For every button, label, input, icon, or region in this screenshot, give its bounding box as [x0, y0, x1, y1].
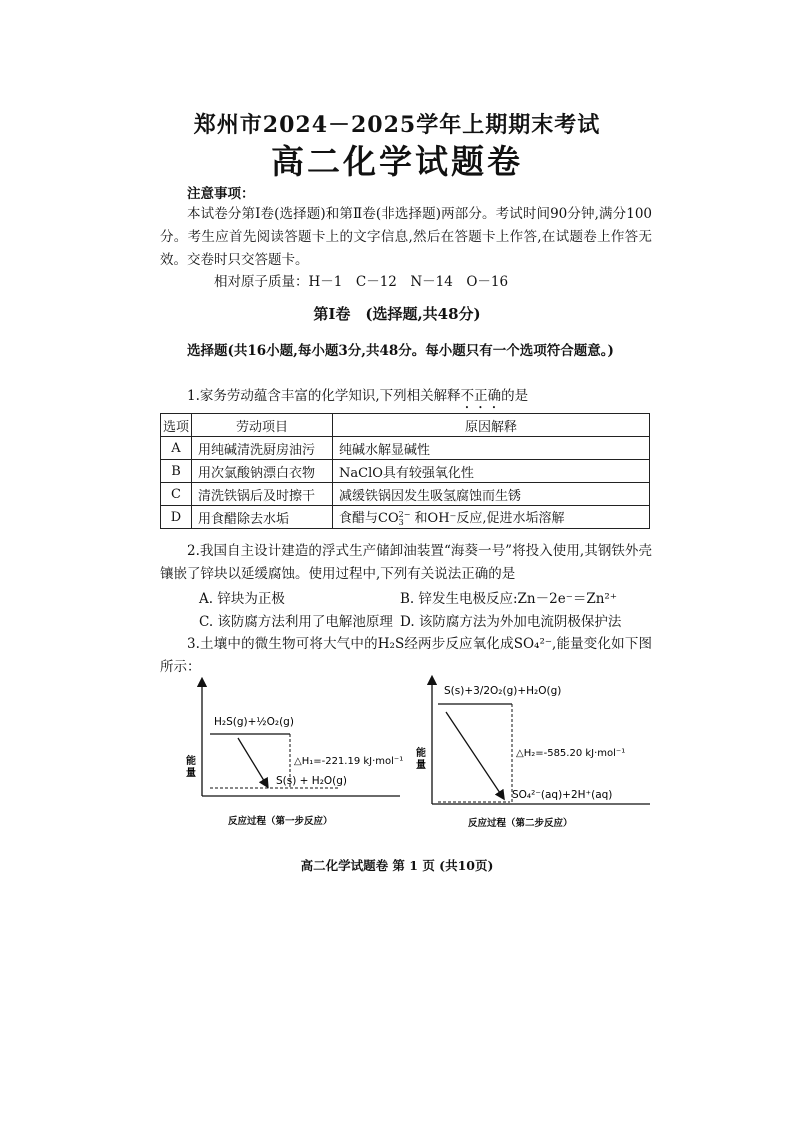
table-header-cell: 选项 — [161, 414, 192, 437]
notice-body: 本试卷分第Ⅰ卷(选择题)和第Ⅱ卷(非选择题)两部分。考试时间90分钟,满分100分。考生应首先阅读答题卡上的文字信息,然后在答题卡上作答,在试题卷上作答无效。交卷时只交答题卡。 — [160, 206, 652, 268]
carbonate-index — [399, 511, 411, 527]
carbonate-subscript: 3 — [398, 518, 404, 527]
table-row — [161, 506, 650, 529]
question-1-stem — [160, 385, 652, 412]
q1-stem-after: 的是 — [501, 388, 529, 404]
x-axis-label: 反应过程（第二步反应） — [468, 818, 573, 829]
table-header-row — [161, 414, 650, 437]
y-axis-label-char: 量 — [416, 760, 426, 771]
q2-option-a: A. 锌块为正极 — [199, 591, 285, 607]
table-cell-task: 用次氯酸钠漂白衣物 — [192, 460, 333, 483]
table-cell-reason: NaClO具有较强氧化性 — [333, 460, 650, 483]
q1-stem-before: 1.家务劳动蕴含丰富的化学知识,下列相关解释 — [187, 388, 461, 404]
question-3-stem: 3.土壤中的微生物可将大气中的H₂S经两步反应氧化成SO₄²⁻,能量变化如下图所示： — [160, 636, 652, 675]
reaction-arrow — [238, 738, 266, 784]
table-cell-task: 清洗铁锅后及时擦干 — [192, 483, 333, 506]
x-axis-label: 反应过程（第一步反应） — [228, 816, 333, 827]
section-instructions: 选择题(共16小题,每小题3分,共48分。每小题只有一个选项符合题意。) — [187, 343, 614, 359]
product-label: SO₄²⁻(aq)+2H⁺(aq) — [512, 789, 613, 801]
delta-h-label: △H₁=-221.19 kJ·mol⁻¹ — [294, 756, 404, 767]
reactant-label: H₂S(g)+½O₂(g) — [214, 716, 294, 728]
table-cell-option: B — [161, 460, 192, 483]
table-cell-reason: 减缓铁锅因发生吸氢腐蚀而生锈 — [333, 483, 650, 506]
reactant-label: S(s)+3/2O₂(g)+H₂O(g) — [444, 685, 562, 697]
q2-option-d: D. 该防腐方法为外加电流阴极保护法 — [400, 614, 622, 630]
atomic-masses: 相对原子质量：H－1 C－12 N－14 O－16 — [214, 274, 509, 290]
y-axis-label — [416, 746, 429, 771]
y-axis-label — [186, 754, 199, 779]
question-1-table — [160, 413, 650, 529]
y-axis-label-char: 能 — [186, 756, 196, 767]
table-cell-task: 用纯碱清洗厨房油污 — [192, 437, 333, 460]
exam-title: 郑州市2024－2025学年上期期末考试 — [193, 112, 601, 138]
section-title: 第Ⅰ卷 (选择题,共48分) — [313, 305, 481, 323]
table-cell-option: C — [161, 483, 192, 506]
table-cell-task: 用食醋除去水垢 — [192, 506, 333, 529]
reaction-arrow — [446, 712, 502, 796]
table-cell-option: D — [161, 506, 192, 529]
table-row — [161, 483, 650, 506]
reason-text-rest: 和OH⁻反应,促进水垢溶解 — [410, 511, 565, 526]
delta-h-label: △H₂=-585.20 kJ·mol⁻¹ — [516, 748, 626, 759]
product-label: S(s) + H₂O(g) — [276, 775, 348, 787]
notice-title: 注意事项： — [187, 186, 255, 202]
table-cell-reason — [333, 506, 650, 529]
question-2-stem: 2.我国自主设计建造的浮式生产储卸油装置“海葵一号”将投入使用,其钢铁外壳镶嵌了锌块以延缓腐蚀。使用过程中,下列有关说法正确的是 — [160, 543, 652, 582]
carbonate-charge: 2− — [398, 510, 411, 519]
reason-text: 食醋与CO — [339, 511, 399, 526]
page-footer: 高二化学试题卷 第 1 页 (共10页) — [300, 858, 494, 873]
table-row — [161, 460, 650, 483]
table-cell-option: A — [161, 437, 192, 460]
q2-option-b: B. 锌发生电极反应:Zn－2e⁻＝Zn²⁺ — [400, 591, 617, 607]
q2-option-c: C. 该防腐方法利用了电解池原理 — [199, 614, 393, 630]
energy-diagram-step-2 — [412, 672, 662, 837]
table-header-cell: 劳动项目 — [192, 414, 333, 437]
table-cell-reason: 纯碱水解显碱性 — [333, 437, 650, 460]
table-header-cell: 原因解释 — [333, 414, 650, 437]
q1-stem-emphasis: 不正确 — [460, 388, 502, 404]
table-row — [161, 437, 650, 460]
y-axis-label-char: 量 — [186, 768, 196, 779]
paper-title: 高二化学试题卷 — [271, 142, 523, 181]
energy-diagram-step-1 — [180, 672, 420, 837]
y-axis-label-char: 能 — [416, 748, 426, 759]
